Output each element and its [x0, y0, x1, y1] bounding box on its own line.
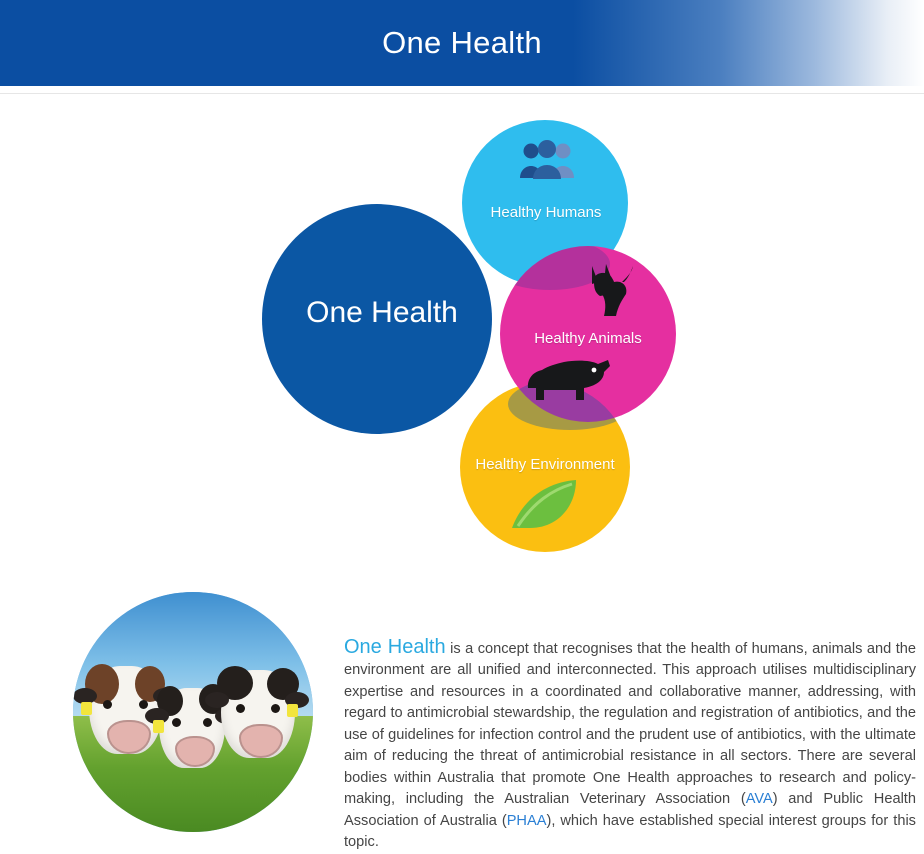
description-part-2: ) and Public Health Association of Australia (	[344, 791, 916, 829]
dog-icon	[582, 260, 634, 320]
venn-label-one-health: One Health	[306, 296, 458, 329]
pig-icon	[524, 356, 616, 402]
content-section	[0, 580, 924, 851]
people-icon	[518, 140, 576, 180]
venn-label-healthy-animals: Healthy Animals	[534, 330, 642, 347]
page-title: One Health	[382, 25, 542, 60]
one-health-venn-diagram	[0, 100, 924, 570]
venn-label-healthy-humans: Healthy Humans	[490, 204, 602, 221]
ava-link[interactable]: AVA	[745, 791, 773, 808]
one-health-lead-text: One Health	[344, 635, 446, 658]
page-header-banner	[0, 0, 924, 86]
cow-right	[221, 670, 295, 758]
venn-label-healthy-environment: Healthy Environment	[475, 456, 615, 473]
venn-canvas	[262, 112, 702, 552]
one-health-description	[344, 637, 916, 854]
header-divider	[0, 86, 924, 94]
description-part-3: ), which have established special interest groups for this topic.	[344, 812, 916, 851]
cows-photo	[73, 592, 313, 832]
phaa-link[interactable]: PHAA	[506, 812, 547, 829]
leaf-icon	[506, 476, 582, 534]
description-part-1: is a concept that recognises that the health of humans, animals and the environment are all unified and interconnected. This approach utilises multidisciplinary expertise and resources in a coordinated and collaborative manner, addressing, with regard to antimicrobial stewardship, the regulation and registration of antibiotics, and the use of guidelines for infection control and the prudent use of antibiotics, with the ultimate aim of reducing the threat of antimicrobial resistance in all sectors. There are several bodies within Australia that promote One Health approaches to research and policy-making, including the Australian Veterinary Association (	[344, 640, 917, 808]
